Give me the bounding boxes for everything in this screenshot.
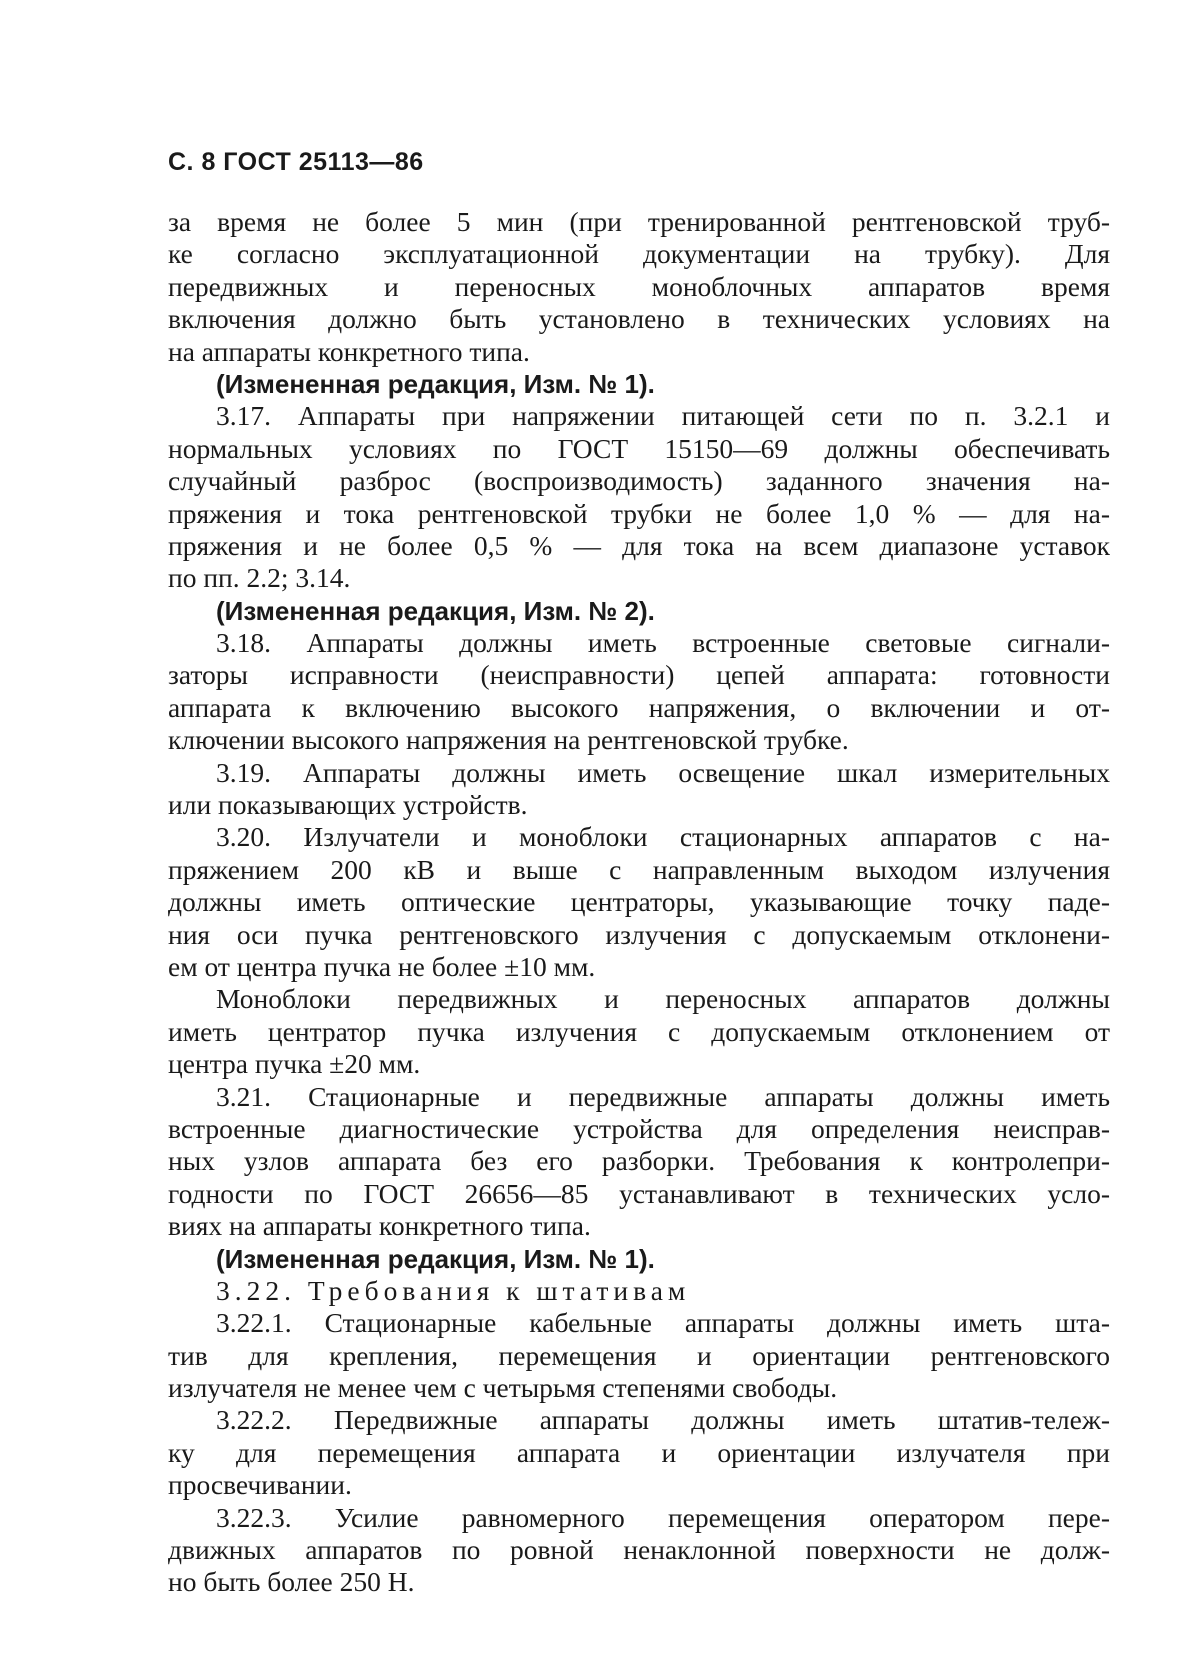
text-line: нормальных условиях по ГОСТ 15150—69 должны обеспечивать [168,432,1110,464]
text-line: передвижных и переносных моноблочных аппаратов время [168,270,1110,302]
text-line: виях на аппараты конкретного типа. [168,1210,591,1242]
text-line: 3.18. Аппараты должны иметь встроенные световые сигнали- [216,627,1110,659]
text-line: на аппараты конкретного типа. [168,335,530,367]
text-line: или показывающих устройств. [168,789,528,821]
text-line: 3.22.2. Передвижные аппараты должны иметь штатив-тележ- [216,1404,1110,1436]
text-line: излучателя не менее чем с четырьмя степенями свободы. [168,1372,838,1404]
text-line: пряжением 200 кВ и выше с направленным выходом излучения [168,853,1110,885]
text-line: 3.22.1. Стационарные кабельные аппараты должны иметь шта- [216,1307,1110,1339]
text-line: тив для крепления, перемещения и ориентации рентгеновского [168,1339,1110,1371]
amendment-note: (Измененная редакция, Изм. № 2). [216,595,655,626]
text-line: пряжения и не более 0,5 % — для тока на всем диапазоне уставок [168,529,1110,561]
text-line: 3.17. Аппараты при напряжении питающей сети по п. 3.2.1 и [216,400,1110,432]
page-header: С. 8 ГОСТ 25113—86 [168,148,424,176]
text-line: движных аппаратов по ровной ненаклонной поверхности не долж- [168,1534,1110,1566]
text-line: по пп. 2.2; 3.14. [168,562,351,594]
text-line: центра пучка ±20 мм. [168,1048,421,1080]
text-line: Моноблоки передвижных и переносных аппаратов должны [216,983,1110,1015]
text-line: 3.20. Излучатели и моноблоки стационарных аппаратов с на- [216,821,1110,853]
text-line: пряжения и тока рентгеновской трубки не более 1,0 % — для на- [168,497,1110,529]
section-heading: 3.22. Требования к штативам [216,1274,691,1306]
text-line: заторы исправности (неисправности) цепей аппарата: готовности [168,659,1110,691]
text-line: аппарата к включению высокого напряжения, о включении и от- [168,691,1110,723]
text-line: случайный разброс (воспроизводимость) заданного значения на- [168,465,1110,497]
text-line: 3.22.3. Усилие равномерного перемещения оператором пере- [216,1501,1110,1533]
text-line: включения должно быть установлено в технических условиях на [168,303,1110,335]
text-line: ния оси пучка рентгеновского излучения с допускаемым отклонени- [168,918,1110,950]
text-line: ку для перемещения аппарата и ориентации излучателя при [168,1436,1110,1468]
text-line: ке согласно эксплуатационной документации на трубку). Для [168,238,1110,270]
text-line: но быть более 250 Н. [168,1566,415,1598]
text-line: 3.21. Стационарные и передвижные аппараты должны иметь [216,1080,1110,1112]
document-body [168,206,1110,1599]
text-line: иметь центратор пучка излучения с допускаемым отклонением от [168,1015,1110,1047]
text-line: 3.19. Аппараты должны иметь освещение шкал измерительных [216,756,1110,788]
text-line: ных узлов аппарата без его разборки. Требования к контролепри- [168,1145,1110,1177]
text-line: годности по ГОСТ 26656—85 устанавливают в технических усло- [168,1177,1110,1209]
amendment-note: (Измененная редакция, Изм. № 1). [216,1243,655,1274]
text-line: должны иметь оптические центраторы, указывающие точку паде- [168,886,1110,918]
text-line: ключении высокого напряжения на рентгеновской трубке. [168,724,849,756]
text-line: ем от центра пучка не более ±10 мм. [168,950,596,982]
amendment-note: (Измененная редакция, Изм. № 1). [216,368,655,399]
text-line: просвечивании. [168,1469,352,1501]
text-line: за время не более 5 мин (при тренированной рентгеновской труб- [168,206,1110,237]
text-line: встроенные диагностические устройства для определения неисправ- [168,1112,1110,1144]
